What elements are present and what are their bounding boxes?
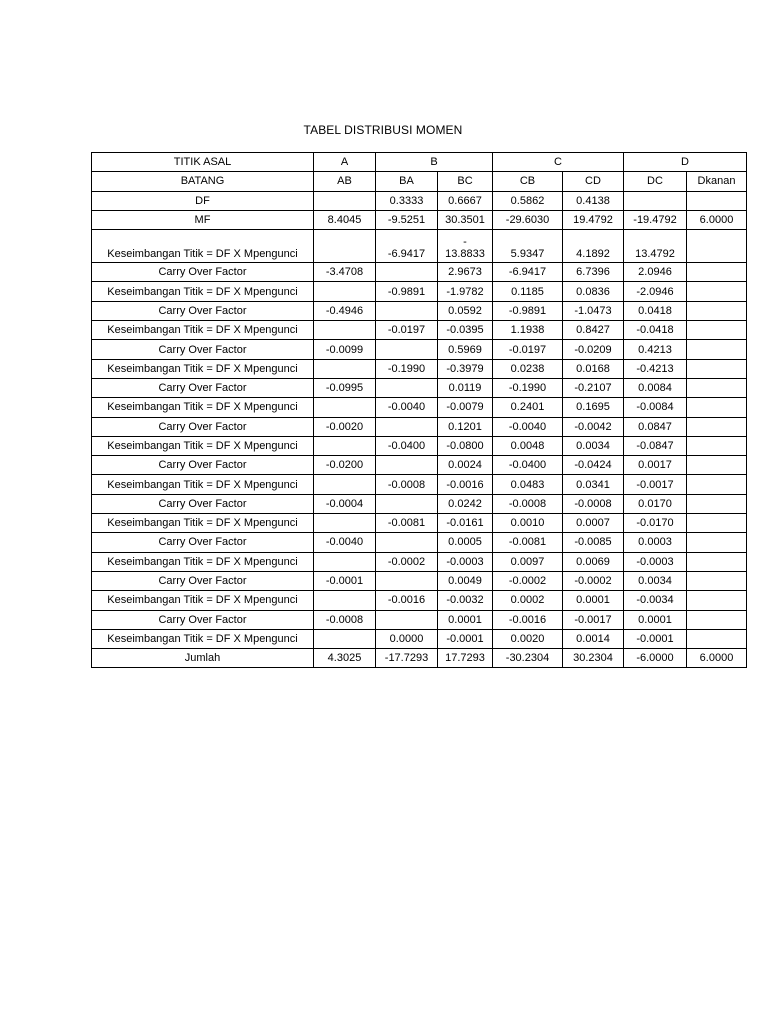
value-cell: -0.0079 [438,398,493,417]
value-cell: -6.9417 [493,263,563,282]
header-cell-member: BA [376,172,438,191]
value-cell: -19.4792 [624,210,687,229]
value-cell: 0.0242 [438,494,493,513]
value-cell: -0.0800 [438,436,493,455]
row-label-cell: Keseimbangan Titik = DF X Mpengunci [92,436,314,455]
value-cell: -0.0418 [624,321,687,340]
value-cell: 6.0000 [687,210,747,229]
value-cell [376,340,438,359]
value-cell: -0.1990 [376,359,438,378]
value-cell: -3.4708 [314,263,376,282]
header-cell-joint-a: A [314,153,376,172]
value-cell: -0.4946 [314,301,376,320]
value-cell: -0.0099 [314,340,376,359]
value-cell: 0.0003 [624,533,687,552]
header-cell-member: CB [493,172,563,191]
value-cell: 0.1201 [438,417,493,436]
value-cell: -0.0197 [376,321,438,340]
table-row [92,191,747,210]
value-cell [687,591,747,610]
table-row [92,514,747,533]
row-label-cell: Carry Over Factor [92,301,314,320]
value-cell: 30.2304 [563,649,624,668]
header-cell-joint-d: D [624,153,747,172]
value-cell: -0.0040 [314,533,376,552]
row-label-cell: Carry Over Factor [92,571,314,590]
value-cell [687,398,747,417]
row-label-cell: Carry Over Factor [92,494,314,513]
value-cell: -0.0016 [493,610,563,629]
value-cell: -0.0016 [438,475,493,494]
value-cell [687,571,747,590]
header-cell-joint-c: C [493,153,624,172]
value-cell: -0.0995 [314,378,376,397]
value-cell: 0.0847 [624,417,687,436]
value-cell [687,533,747,552]
value-cell: -0.0004 [314,494,376,513]
value-cell: 0.6667 [438,191,493,210]
value-cell: 4.1892 [563,230,624,263]
value-cell: 0.0017 [624,456,687,475]
value-cell: -0.0084 [624,398,687,417]
value-cell: -0.0008 [314,610,376,629]
value-cell: 0.0170 [624,494,687,513]
value-cell [687,629,747,648]
table-title-text: TABEL DISTRIBUSI MOMEN [303,123,463,137]
row-label-cell: Carry Over Factor [92,533,314,552]
value-cell: 0.0024 [438,456,493,475]
value-cell: 8.4045 [314,210,376,229]
value-cell [687,321,747,340]
header-row-members [92,172,747,191]
value-cell: -0.4213 [624,359,687,378]
value-cell [687,340,747,359]
value-cell: -0.0042 [563,417,624,436]
value-cell [687,378,747,397]
value-cell: 0.5862 [493,191,563,210]
value-cell: -29.6030 [493,210,563,229]
value-cell [376,610,438,629]
table-row [92,494,747,513]
total-row [92,649,747,668]
value-cell: -0.0002 [493,571,563,590]
value-cell: -0.0081 [493,533,563,552]
value-cell: -0.0085 [563,533,624,552]
value-cell: 0.0119 [438,378,493,397]
value-cell: -0.0200 [314,456,376,475]
value-cell: -0.0008 [376,475,438,494]
value-cell: -2.0946 [624,282,687,301]
value-cell [687,417,747,436]
table-row [92,610,747,629]
value-cell: 0.5969 [438,340,493,359]
value-cell: 0.0418 [624,301,687,320]
table-row [92,359,747,378]
value-cell: -0.0001 [438,629,493,648]
value-cell: 0.0238 [493,359,563,378]
value-cell: -0.1990 [493,378,563,397]
value-cell [314,191,376,210]
value-cell: -0.0003 [438,552,493,571]
value-cell: 0.0097 [493,552,563,571]
value-cell [314,230,376,263]
value-cell: -0.0040 [493,417,563,436]
value-cell: 2.9673 [438,263,493,282]
row-label-cell: Keseimbangan Titik = DF X Mpengunci [92,591,314,610]
value-cell: 0.0836 [563,282,624,301]
value-cell [687,230,747,263]
value-cell: -0.0424 [563,456,624,475]
header-cell-titik-asal: TITIK ASAL [92,153,314,172]
table-row [92,263,747,282]
value-cell: 0.0001 [624,610,687,629]
value-cell: 6.0000 [687,649,747,668]
value-cell: -0.9891 [376,282,438,301]
value-cell: -0.0008 [493,494,563,513]
value-cell [376,417,438,436]
value-cell: -0.0001 [624,629,687,648]
moment-distribution-table [91,152,747,668]
cell-wrap-value: 13.8833 [445,248,485,261]
value-cell: 0.0010 [493,514,563,533]
value-cell: -0.0016 [376,591,438,610]
value-cell: -0.0003 [624,552,687,571]
value-cell: 0.1695 [563,398,624,417]
value-cell: 6.7396 [563,263,624,282]
value-cell: 0.0034 [563,436,624,455]
value-cell: 4.3025 [314,649,376,668]
value-cell: 0.3333 [376,191,438,210]
value-cell: -0.0002 [563,571,624,590]
header-cell-joint-b: B [376,153,493,172]
value-cell [314,514,376,533]
header-cell-member: BC [438,172,493,191]
header-cell-member: DC [624,172,687,191]
value-cell [376,378,438,397]
value-cell: -6.0000 [624,649,687,668]
value-cell: 0.0069 [563,552,624,571]
value-cell: 0.0001 [438,610,493,629]
value-cell [624,191,687,210]
value-cell: -6.9417 [376,230,438,263]
value-cell: 0.8427 [563,321,624,340]
value-cell [314,475,376,494]
value-cell: -0.0081 [376,514,438,533]
table-row [92,571,747,590]
value-cell: 0.0002 [493,591,563,610]
value-cell [376,571,438,590]
value-cell [314,321,376,340]
row-label-cell: Carry Over Factor [92,610,314,629]
value-cell [687,514,747,533]
header-cell-member: Dkanan [687,172,747,191]
value-cell [438,230,493,263]
value-cell: 0.0592 [438,301,493,320]
table-row [92,378,747,397]
value-cell [687,301,747,320]
value-cell: 0.0049 [438,571,493,590]
table-row [92,629,747,648]
row-label-cell: Keseimbangan Titik = DF X Mpengunci [92,514,314,533]
value-cell [314,398,376,417]
value-cell: 0.0084 [624,378,687,397]
value-cell [687,610,747,629]
header-cell-member: CD [563,172,624,191]
value-cell [314,629,376,648]
value-cell: -0.9891 [493,301,563,320]
value-cell: -0.0001 [314,571,376,590]
value-cell: -0.0847 [624,436,687,455]
table-row [92,398,747,417]
value-cell: -0.0161 [438,514,493,533]
value-cell: -0.0400 [376,436,438,455]
value-cell: -0.0400 [493,456,563,475]
value-cell: 0.0000 [376,629,438,648]
table-row [92,321,747,340]
cell-wrap-dash: - [463,236,467,249]
value-cell: 30.3501 [438,210,493,229]
table-row [92,210,747,229]
value-cell: -17.7293 [376,649,438,668]
value-cell: 0.0007 [563,514,624,533]
table-row [92,340,747,359]
value-cell [314,359,376,378]
value-cell: 0.0483 [493,475,563,494]
table-row [92,417,747,436]
header-row-joints [92,153,747,172]
row-label-cell: MF [92,210,314,229]
value-cell: 5.9347 [493,230,563,263]
value-cell: 0.0048 [493,436,563,455]
header-cell-member: AB [314,172,376,191]
value-cell: -0.0008 [563,494,624,513]
value-cell: 17.7293 [438,649,493,668]
row-label-cell: Keseimbangan Titik = DF X Mpengunci [92,629,314,648]
value-cell [687,359,747,378]
value-cell: 0.1185 [493,282,563,301]
value-cell [314,282,376,301]
value-cell [687,494,747,513]
value-cell: -0.0017 [624,475,687,494]
value-cell: 0.0001 [563,591,624,610]
value-cell: -0.0209 [563,340,624,359]
value-cell: 0.2401 [493,398,563,417]
row-label-cell: Carry Over Factor [92,417,314,436]
table-row [92,591,747,610]
value-cell [376,263,438,282]
value-cell: 19.4792 [563,210,624,229]
row-label-cell: Carry Over Factor [92,378,314,397]
row-label-cell: Keseimbangan Titik = DF X Mpengunci [92,552,314,571]
value-cell: 2.0946 [624,263,687,282]
value-cell: -30.2304 [493,649,563,668]
value-cell: -0.0034 [624,591,687,610]
value-cell: 0.0020 [493,629,563,648]
value-cell: -0.0040 [376,398,438,417]
table-row [92,436,747,455]
value-cell [687,436,747,455]
value-cell: 0.0034 [624,571,687,590]
value-cell: -0.0020 [314,417,376,436]
value-cell [376,494,438,513]
value-cell: -1.0473 [563,301,624,320]
value-cell [687,191,747,210]
value-cell [687,282,747,301]
value-cell [314,436,376,455]
value-cell: -0.0170 [624,514,687,533]
row-label-cell: Jumlah [92,649,314,668]
value-cell [687,263,747,282]
row-label-cell: Keseimbangan Titik = DF X Mpengunci [92,398,314,417]
value-cell: 13.4792 [624,230,687,263]
row-label-cell: Keseimbangan Titik = DF X Mpengunci [92,475,314,494]
row-label-cell: Carry Over Factor [92,456,314,475]
header-cell-batang: BATANG [92,172,314,191]
row-label-cell: Carry Over Factor [92,263,314,282]
value-cell: 0.0005 [438,533,493,552]
table-row [92,456,747,475]
table-title [0,123,768,137]
row-label-cell: Keseimbangan Titik = DF X Mpengunci [92,282,314,301]
table-row [92,475,747,494]
value-cell: -0.0002 [376,552,438,571]
value-cell: -0.0395 [438,321,493,340]
value-cell: 0.0341 [563,475,624,494]
value-cell: -1.9782 [438,282,493,301]
value-cell: 0.0014 [563,629,624,648]
value-cell [376,456,438,475]
value-cell [314,552,376,571]
table-row [92,282,747,301]
table-row [92,533,747,552]
value-cell: -0.0197 [493,340,563,359]
table-row [92,552,747,571]
value-cell [687,456,747,475]
value-cell [687,552,747,571]
value-cell: -0.3979 [438,359,493,378]
row-label-cell: Carry Over Factor [92,340,314,359]
value-cell: 0.0168 [563,359,624,378]
value-cell: -0.0032 [438,591,493,610]
value-cell [314,591,376,610]
value-cell [376,533,438,552]
row-label-cell: Keseimbangan Titik = DF X Mpengunci [92,230,314,263]
row-label-cell: Keseimbangan Titik = DF X Mpengunci [92,321,314,340]
value-cell [687,475,747,494]
row-label-cell: Keseimbangan Titik = DF X Mpengunci [92,359,314,378]
value-cell: 0.4138 [563,191,624,210]
value-cell: -9.5251 [376,210,438,229]
row-label-cell: DF [92,191,314,210]
value-cell: 0.4213 [624,340,687,359]
table-row [92,230,747,263]
value-cell: -0.2107 [563,378,624,397]
value-cell: 1.1938 [493,321,563,340]
value-cell [376,301,438,320]
value-cell: -0.0017 [563,610,624,629]
table-row [92,301,747,320]
